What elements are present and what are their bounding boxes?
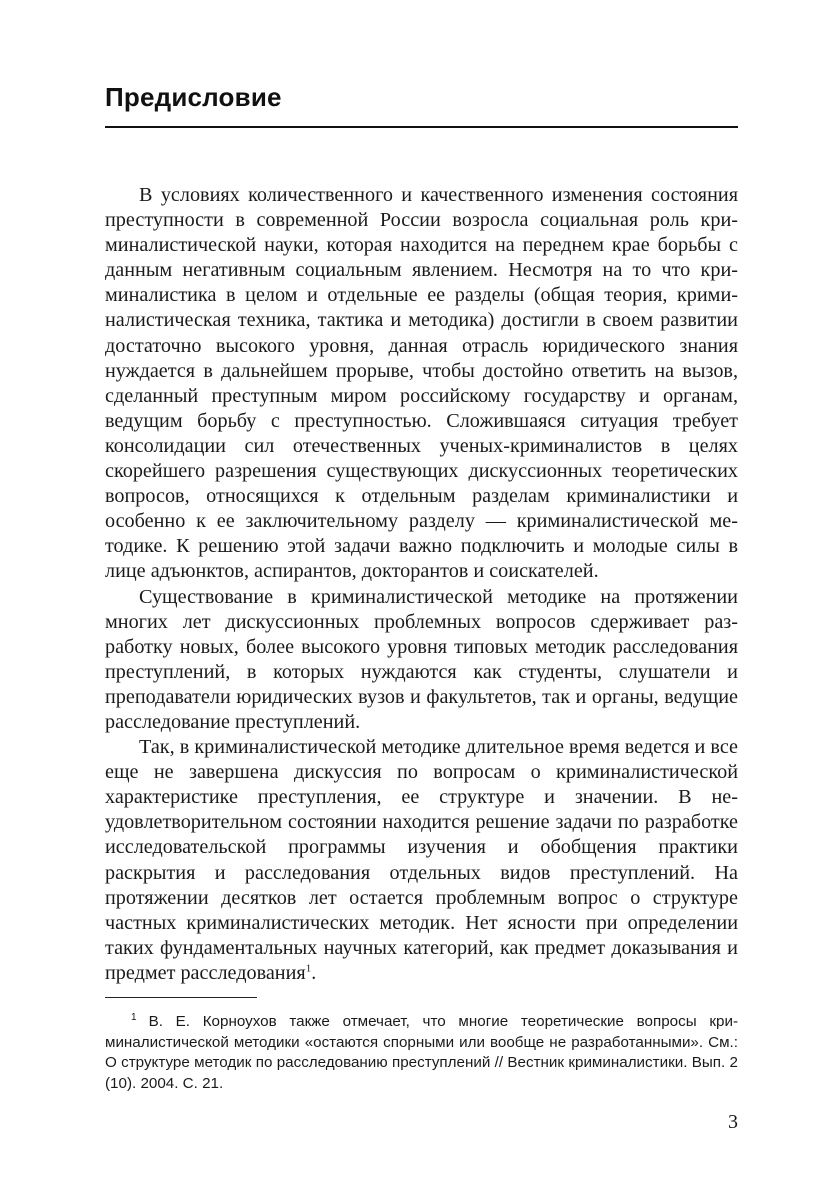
- footnote-reference: 1: [305, 962, 312, 975]
- footnote-text: В. Е. Корноухов также отмечает, что многие теоретические вопросы криминалистической методики «остаются спорными или вообще не разработанными». См.: О структуре методик по расследованию преступлений // Вестник криминалистики. Вып. 2 (10). 2004. С. 21.: [105, 1013, 738, 1092]
- footnote-marker: 1: [131, 1011, 137, 1023]
- footnote: [105, 1012, 738, 1094]
- paragraph-1: В условиях количественного и качественного изменения состояния преступности в современной России возросла социальная роль криминалистической науки, которая находится на переднем крае борьбы с данным негативным социальным явлением. Несмотря на то что криминалистика в целом и отдельные ее разделы (общая теория, криминалистическая техника, тактика и методика) достигли в своем развитии достаточно высокого уровня, данная отрасль юридического знания нуждается в дальнейшем прорыве, чтобы достойно ответить на вызов, сделанный преступным миром российскому государству и органам, ведущим борьбу с преступностью. Сложившаяся ситуация требует консолидации сил отечественных ученых-криминалистов в целях скорейшего разрешения существующих дискуссионных теоретических вопросов, относящихся к отдельным разделам криминалистики и особенно к ее заключительному разделу — криминалистической методике. К решению этой задачи важно подключить и молодые силы в лице адъюнктов, аспирантов, докторантов и соискателей.: [105, 184, 738, 583]
- footnote-separator: [105, 997, 257, 998]
- paragraph-2: Существование в криминалистической методике на протяжении многих лет дискуссионных проблемных вопросов сдерживает разработку новых, более высокого уровня типовых методик расследования преступлений, в которых нуждаются как студенты, слушатели и преподаватели юридических вузов и факультетов, так и органы, ведущие расследование преступлений.: [105, 585, 738, 733]
- main-text: [105, 183, 738, 986]
- page-title: Предисловие: [105, 82, 282, 112]
- title-underline-rule: [105, 126, 738, 128]
- paragraph-3-end: .: [311, 961, 317, 984]
- page-number: 3: [728, 1111, 738, 1133]
- paragraph-3-text: Так, в криминалистической методике длительное время ведется и все еще не завершена дискуссия по вопросам о криминалистической характеристике преступления, ее структуре и значении. В неудовлетворительном состоянии находится решение задачи по разработке исследовательской программы изучения и обобщения практики раскрытия и расследования отдельных видов преступлений. На протяжении десятков лет остается проблемным вопрос о структуре частных криминалистических методик. Нет ясности при определении таких фундаментальных научных категорий, как предмет доказывания и предмет расследования: [105, 736, 738, 984]
- paragraph-3: [105, 735, 738, 986]
